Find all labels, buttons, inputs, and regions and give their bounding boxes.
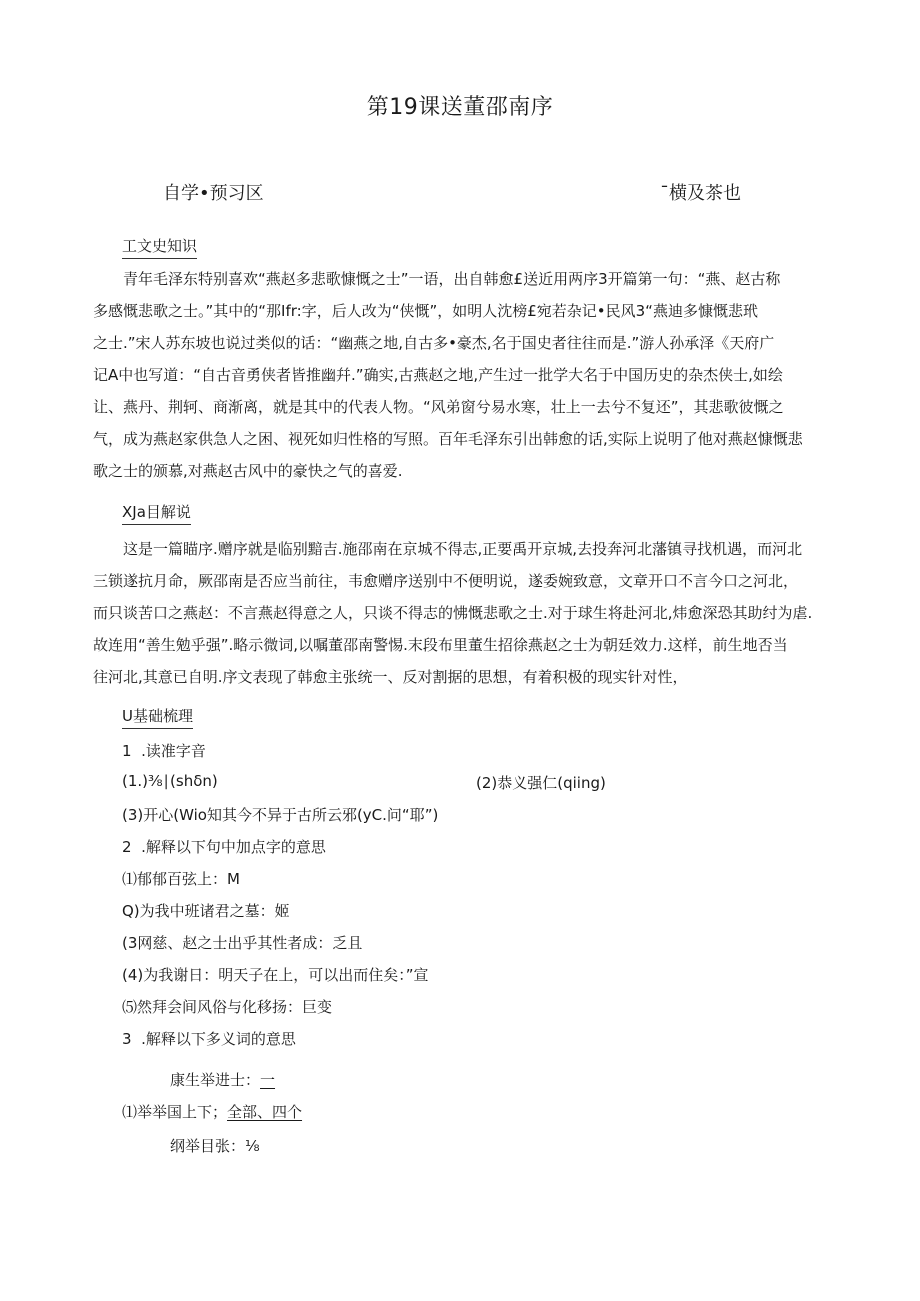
explanation-heading: XJa目解说 [122, 503, 191, 525]
subsection-basics [122, 705, 193, 726]
question-2-label: 2 .解释以下句中加点字的意思 [122, 838, 326, 856]
background-line: 记A中也写道：“自古音勇侠者皆推幽幷.”确实,古燕赵之地,产生过一批学大名于中国历史的杂杰侠士,如绘 [93, 366, 783, 384]
q3-line-3: 纲举目张：⅛ [170, 1137, 260, 1155]
explanation-line: 而只谈苦口之燕赵：不言燕赵得意之人，只谈不得志的怫慨悲歌之士.对于球生将赴河北,炜愈深恐其助纣为虐. [93, 604, 813, 622]
background-line: 歌之士的颁慕,对燕赵古风中的豪快之气的喜爱. [93, 462, 403, 480]
q3-line-2-answer: 全部、四个 [227, 1103, 303, 1121]
subsection-background [122, 235, 197, 256]
explanation-line: 三锁遂抗月命，厥邵南是否应当前往，韦愈赠序送别中不便明说，遂委婉致意，文章开口不言今口之河北， [93, 572, 799, 590]
q3-line-1 [170, 1069, 275, 1090]
background-paragraph [93, 263, 833, 487]
background-line: 让、燕丹、荆轲、商渐离，就是其中的代表人物。“风弟窗兮易水寒，壮上一去兮不复还”，其悲歌彼慨之 [93, 398, 784, 416]
q2-item: Q)为我中班诸君之墓：姬 [122, 902, 290, 920]
background-line: 多感慨悲歌之士。”其中的“那Ifr:字，后人改为“侠慨”，如明人沈榜£宛若杂记•民风3“燕迪多慷慨悲玳 [93, 302, 758, 320]
basics-heading: U基础梳理 [122, 707, 193, 729]
q3-line-2 [122, 1101, 302, 1122]
q2-item: ⑴郁郁百弦上：M [122, 870, 240, 888]
explanation-line: 往河北,其意已自明.序文表现了韩愈主张统一、反对割据的思想，有着积极的现实针对性， [93, 668, 688, 686]
q3-line-2-prefix: ⑴举举国上下； [122, 1103, 228, 1121]
background-line: 之士.”宋人苏东坡也说过类似的话：“幽燕之地,自古多•豪杰,名于国史者往往而是.”游人孙承泽《天府广 [93, 334, 775, 352]
question-1-label: 1 .读准字音 [122, 742, 206, 760]
q1-item: (2)恭义强仁(qiing) [476, 774, 606, 792]
q2-item: (3网慈、赵之士出乎其性者成：乏且 [122, 934, 363, 952]
background-heading: 工文史知识 [122, 237, 197, 259]
section-heading-right: ¯横及茶也 [660, 183, 741, 204]
q2-item: ⑸然拜会间风俗与化移扬：巨变 [122, 998, 333, 1016]
background-line: 气，成为燕赵家供急人之困、视死如归性格的写照。百年毛泽东引出韩愈的话,实际上说明了他对燕赵慷慨悲 [93, 430, 803, 448]
section-heading-self-study: 自学•预习区 [163, 183, 264, 204]
explanation-line: 这是一篇瞄序.赠序就是临别黯吉.施邵南在京城不得志,正要禹开京城,去投奔河北藩镇寻找机遇，而河北 [123, 540, 803, 558]
explanation-line: 故连用“善生勉乎强”.略示微词,以嘱董邵南警惕.末段布里董生招徐燕赵之士为朝廷效力.这样，前生地否当 [93, 636, 788, 654]
page-title: 第19课送董邵南序 [366, 95, 554, 120]
q2-item: (4)为我谢日：明天子在上，可以出而住矣：”宣 [122, 966, 429, 984]
q3-line-1-prefix: 康生举进士： [170, 1071, 261, 1089]
q3-line-1-answer: 一 [260, 1071, 276, 1089]
background-line: 青年毛泽东特别喜欢“燕赵多悲歌慷慨之士”一语，出自韩愈£送近用两序3开篇第一句：“燕、赵古称 [123, 270, 781, 288]
subsection-explanation [122, 501, 191, 522]
question-3-label: 3 .解释以下多义词的意思 [122, 1030, 296, 1048]
q1-item: (3)开心(Wio知其今不异于古所云邪(yC.问“耶”) [122, 806, 439, 824]
q1-item: (1.)⅜∣(shδn) [122, 772, 218, 790]
explanation-paragraph [93, 533, 833, 693]
